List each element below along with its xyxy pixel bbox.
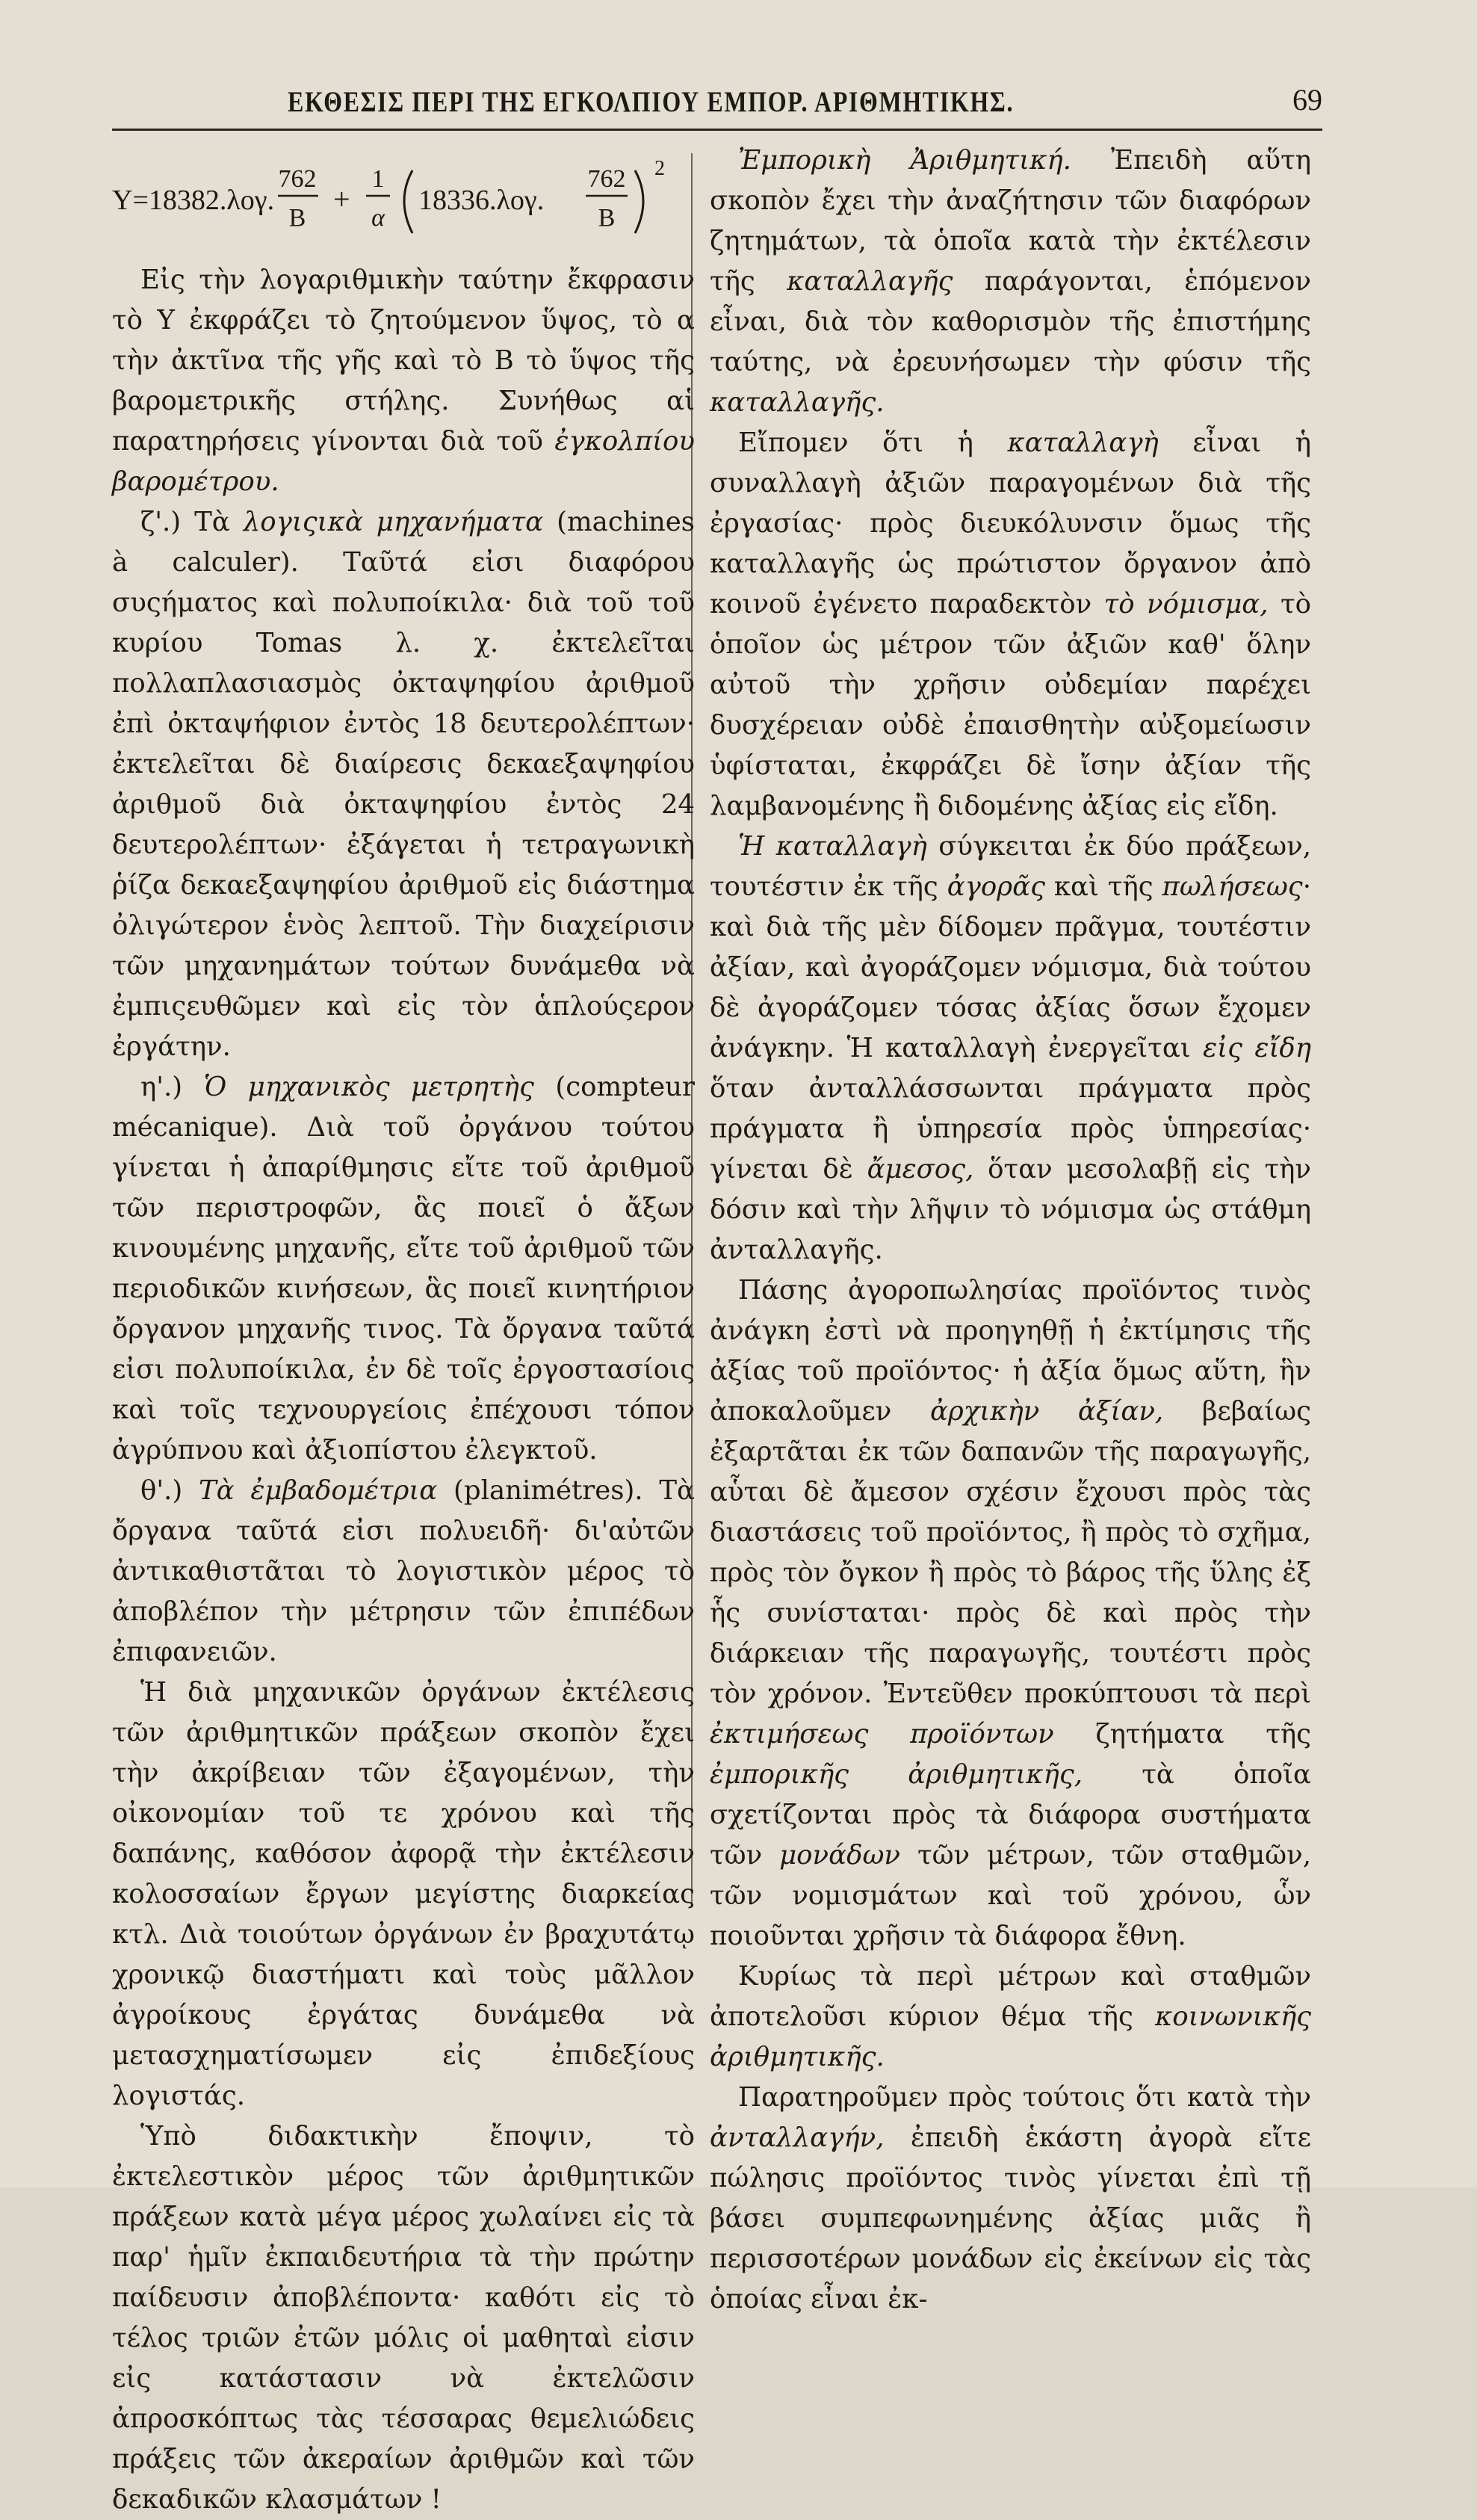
- right-p4-text-d: τὰ ὁποῖα σχετίζονται πρὸς τὰ διάφορα συστήματα τῶν: [710, 1759, 1311, 1871]
- running-title: ΕΚΘΕΣΙΣ ΠΕΡΙ ΤΗΣ ΕΓΚΟΛΠΙΟΥ ΕΜΠΟΡ. ΑΡΙΘΜΗΤΙΚΗΣ.: [288, 86, 1015, 118]
- left-paragraph-3: [112, 1067, 695, 1471]
- right-p6-italic: ἀνταλλαγήν,: [710, 2122, 885, 2153]
- right-column: [710, 140, 1311, 2320]
- right-p1-italic-3: καταλλαγῆς.: [710, 387, 885, 418]
- right-p3-text-e: ὅταν μεσολαβῇ εἰς τὴν δόσιν καὶ τὴν λῆψιν τὸ νόμισμα ὡς στάθμη ἀνταλλαγῆς.: [710, 1154, 1311, 1265]
- left-paragraph-1: [112, 260, 695, 502]
- left-p2-text: (machines à calculer). Ταῦτά εἰσι διαφόρου συςήματος καὶ πολυποίκιλα· διὰ τοῦ τοῦ κυρίου Tomas λ. χ. ἐκτελεῖται πολλαπλασιασμὸς ὀκταψηφίου ἀριθμοῦ ἐπὶ ὀκταψήφιον ἐντὸς 18 δευτερολέπτων· ἐκτελεῖται δὲ διαίρεσις δεκαεξαψηφίου ἀριθμοῦ διὰ ὀκταψηφίου ἐντὸς 24 δευτερολέπτων· ἐξάγεται ἡ τετραγωνικὴ ῥίζα δεκαεξαψηφίου ἀριθμοῦ εἰς διάστημα ὀλιγώτερον ἑνὸς λεπτοῦ. Τὴν διαχείρισιν τῶν μηχανημάτων τούτων δυνάμεθα νὰ ἐμπιςευθῶμεν καὶ εἰς τὸν ἁπλούςερον ἐργάτην.: [112, 507, 696, 1062]
- left-p1-italic: ἐγκολπίου βαρομέτρου.: [112, 426, 695, 497]
- right-p3-text-c: · καὶ διὰ τῆς μὲν δίδομεν πρᾶγμα, τουτέστιν ἀξίαν, καὶ ἀγοράζομεν νόμισμα, διὰ τούτου δὲ ἀγοράζομεν τόσας ἀξίας ὅσων ἔχομεν ἀνάγκην. Ἡ καταλλαγὴ ἐνεργεῖται: [710, 871, 1311, 1063]
- left-p2-italic: λογιςικὰ μηχανήματα: [243, 507, 544, 537]
- right-paragraph-5: [710, 1957, 1311, 2078]
- right-p4-italic-2: ἐκτιμήσεως προϊόντων: [710, 1719, 1054, 1750]
- left-paragraph-4: [112, 1471, 695, 1673]
- right-p1-italic-2: καταλλαγῆς: [787, 266, 953, 297]
- running-header: [112, 81, 1322, 126]
- right-p2-text-a: Εἴπομεν ὅτι ἡ: [738, 427, 1008, 458]
- formula-frac3-den: Β: [598, 204, 616, 232]
- right-p1-heading: Ἐμπορικὴ Ἀριθμητική.: [738, 145, 1071, 176]
- formula-svg: [112, 140, 695, 260]
- formula-frac2-den: α: [371, 204, 385, 232]
- formula-frac2-num: 1: [371, 165, 385, 193]
- right-p2-italic-2: τὸ νόμισμα,: [1103, 589, 1269, 620]
- right-p4-italic: ἀρχικὴν ἀξίαν,: [929, 1396, 1164, 1427]
- left-p4-italic: Τὰ ἐμβαδομέτρια: [199, 1475, 438, 1506]
- formula-paren-text: 18336.λογ.: [418, 185, 545, 216]
- left-p4-num: θ'.): [140, 1475, 199, 1506]
- right-p5-italic: κοινωνικῆς ἀριθμητικῆς.: [710, 2001, 1311, 2072]
- left-p4-text: (planimétres). Τὰ ὄργανα ταῦτά εἰσι πολυειδῆ· δι'αὐτῶν ἀντικαθιστᾶται τὸ λογιστικὸν μέρος τὸ ἀποβλέπον τὴν μέτρησιν τῶν ἐπιπέδων ἐπιφανειῶν.: [112, 1475, 695, 1667]
- left-p3-italic: Ὁ μηχανικὸς μετρητὴς: [203, 1072, 534, 1102]
- right-p2-text-c: τὸ ὁποῖον ὡς μέτρον τῶν ἀξιῶν καθ' ὅλην αὐτοῦ τὴν χρῆσιν οὐδεμίαν παρέχει δυσχέρειαν οὐδὲ ἐπαισθητὴν αὐξομείωσιν ὑφίσταται, ἐκφράζει δὲ ἴσην ἀξίαν τῆς λαμβανομένης ἢ διδομένης ἀξίας εἰς εἴδη.: [710, 589, 1312, 821]
- right-p3-italic-3: πωλήσεως: [1162, 871, 1303, 902]
- right-p4-text-b: βεβαίως ἐξαρτᾶται ἐκ τῶν δαπανῶν τῆς παραγωγῆς, αὗται δὲ ἄμεσον σχέσιν ἔχουσι πρὸς τὰς διαστάσεις τοῦ προϊόντος, ἢ πρὸς τὸ σχῆμα, πρὸς τὸν ὄγκον ἢ πρὸς τὸ βάρος τῆς ὕλης ἐξ ἧς συνίσταται· πρὸς δὲ καὶ πρὸς τὴν διάρκειαν τῆς παραγωγῆς, τουτέστι πρὸς τὸν χρόνον. Ἐντεῦθεν προκύπτουσι τὰ περὶ: [710, 1396, 1311, 1709]
- page-number: 69: [1292, 83, 1322, 117]
- right-p3-text-d: ὅταν ἀνταλλάσσωνται πράγματα πρὸς πράγματα ἢ ὑπηρεσία πρὸς ὑπηρεσίας· γίνεται δὲ: [710, 1073, 1311, 1185]
- right-p4-italic-4: μονάδων: [779, 1840, 901, 1871]
- right-p6-text-b: ἐπειδὴ ἑκάστη ἀγορὰ εἴτε πώλησις προϊόντος τινὸς γίνεται ἐπὶ τῇ βάσει συμπεφωνημένης ἀξίας μιᾶς ἢ περισσοτέρων μονάδων εἰς ἐκείνων εἰς τὰς ὁποίας εἶναι ἐκ-: [710, 2122, 1311, 2314]
- left-paragraph-6: Ὑπὸ διδακτικὴν ἔποψιν, τὸ ἐκτελεστικὸν μέρος τῶν ἀριθμητικῶν πράξεων κατὰ μέγα μέρος χωλαίνει εἰς τὰ παρ' ἡμῖν ἐκπαιδευτήρια τὰ τὴν πρώτην παίδευσιν ἀποβλέποντα· καθότι εἰς τὸ τέλος τριῶν ἐτῶν μόλις οἱ μαθηταὶ εἰσιν εἰς κατάστασιν νὰ ἐκτελῶσιν ἀπροσκόπτως τὰς τέσσαρας θεμελιώδεις πράξεις τῶν ἀκεραίων ἀριθμῶν καὶ τῶν δεκαδικῶν κλασμάτων !: [112, 2121, 695, 2515]
- right-p1-text-b: παράγονται, ἑπόμενον εἶναι, διὰ τὸν καθορισμὸν τῆς ἐπιστήμης ταύτης, νὰ ἐρευνήσωμεν τὴν φύσιν τῆς: [710, 266, 1311, 377]
- right-p3-italic-2: ἀγορᾶς: [947, 871, 1045, 902]
- left-p3-text: (compteur mécanique). Διὰ τοῦ ὀργάνου τούτου γίνεται ἡ ἀπαρίθμησις εἴτε τοῦ ἀριθμοῦ τῶν περιστροφῶν, ἃς ποιεῖ ὁ ἄξων κινουμένης μηχανῆς, εἴτε τοῦ ἀριθμοῦ τῶν περιοδικῶν κινήσεων, ἃς ποιεῖ κινητήριον ὄργανον μηχανῆς τινος. Τὰ ὄργανα ταῦτά εἰσι πολυποίκιλα, ἐν δὲ τοῖς ἐργοστασίοις καὶ τοῖς τεχνουργείοις ἐπέχουσι τόπον ἀγρύπνου καὶ ἀξιοπίστου ἐλεγκτοῦ.: [112, 1072, 695, 1466]
- right-p2-italic: καταλλαγὴ: [1007, 427, 1159, 458]
- right-p3-italic-5: ἄμεσος,: [867, 1154, 974, 1185]
- formula-lhs: Υ=18382.λογ.: [112, 185, 275, 216]
- formula-paren-open: [404, 170, 412, 233]
- right-paragraph-6: [710, 2078, 1311, 2320]
- right-p4-text-a: Πάσης ἀγοροπωλησίας προϊόντος τινὸς ἀνάγκη ἐστὶ νὰ προηγηθῇ ἡ ἐκτίμησις τῆς ἀξίας τοῦ προϊόντος· ἡ ἀξία ὅμως αὕτη, ἣν ἀποκαλοῦμεν: [710, 1275, 1311, 1427]
- right-p3-italic: Ἡ καταλλαγὴ: [738, 831, 927, 862]
- right-paragraph-1: [710, 140, 1311, 423]
- left-paragraph-2: [112, 502, 695, 1067]
- formula-frac1-den: Β: [288, 204, 306, 232]
- left-p3-num: η'.): [140, 1072, 204, 1102]
- right-p4-text-c: ζητήματα τῆς: [1053, 1719, 1311, 1750]
- right-p3-text-a: σύγκειται ἐκ δύο πράξεων, τουτέστιν ἐκ τῆς: [710, 831, 1311, 902]
- barometric-formula: [112, 140, 695, 260]
- header-rule: [112, 129, 1322, 131]
- formula-plus: +: [333, 182, 350, 216]
- left-p1-text: Εἰς τὴν λογαριθμικὴν ταύτην ἔκφρασιν τὸ Υ ἐκφράζει τὸ ζητούμενον ὕψος, τὸ α τὴν ἀκτῖνα τῆς γῆς καὶ τὸ Β τὸ ὕψος τῆς βαρομετρικῆς στήλης. Συνήθως αἱ παρατηρήσεις γίνονται διὰ τοῦ: [112, 265, 695, 457]
- left-column: [112, 140, 695, 2520]
- right-paragraph-3: [710, 827, 1311, 1270]
- right-paragraph-4: [710, 1270, 1311, 1957]
- right-p5-text-a: Κυρίως τὰ περὶ μέτρων καὶ σταθμῶν ἀποτελοῦσι κύριον θέμα τῆς: [710, 1961, 1311, 2032]
- right-p1-text-a: Ἐπειδὴ αὕτη σκοπὸν ἔχει τὴν ἀναζήτησιν τῶν διαφόρων ζητημάτων, τὰ ὁποῖα κατὰ τὴν ἐκτέλεσιν τῆς: [710, 145, 1311, 297]
- left-paragraph-5: Ἡ διὰ μηχανικῶν ὀργάνων ἐκτέλεσις τῶν ἀριθμητικῶν πράξεων σκοπὸν ἔχει τὴν ἀκρίβειαν τῶν ἐξαγομένων, τὴν οἰκονομίαν τοῦ τε χρόνου καὶ τῆς δαπάνης, καθόσον ἀφορᾷ τὴν ἐκτέλεσιν κολοσσαίων ἔργων μεγίστης διαρκείας κτλ. Διὰ τοιούτων ὀργάνων ἐν βραχυτάτῳ χρονικῷ διαστήματι καὶ τοὺς μᾶλλον ἀγροίκους ἐργάτας δυνάμεθα νὰ μετασχηματίσωμεν εἰς ἐπιδεξίους λογιστάς.: [112, 1677, 695, 2111]
- right-p6-text-a: Παρατηροῦμεν πρὸς τούτοις ὅτι κατὰ τὴν: [738, 2082, 1311, 2113]
- right-p3-text-b: καὶ τῆς: [1044, 871, 1162, 902]
- right-paragraph-2: [710, 423, 1311, 827]
- right-p4-italic-3: ἐμπορικῆς ἀριθμητικῆς,: [710, 1759, 1083, 1790]
- formula-frac1-num: 762: [278, 165, 317, 193]
- right-p2-text-b: εἶναι ἡ συναλλαγὴ ἀξιῶν παραγομένων διὰ τῆς ἐργασίας· πρὸς διευκόλυνσιν ὅμως τῆς καταλλαγῆς ὡς πρώτιστον ὄργανον ἀπὸ κοινοῦ ἐγένετο παραδεκτὸν: [710, 427, 1311, 620]
- left-p2-num: ζ'.) Τὰ: [140, 507, 244, 537]
- formula-frac3-num: 762: [587, 165, 626, 193]
- right-p4-text-e: τῶν μέτρων, τῶν σταθμῶν, τῶν νομισμάτων καὶ τοῦ χρόνου, ὧν ποιοῦνται χρῆσιν τὰ διάφορα ἔθνη.: [710, 1840, 1311, 1951]
- right-p3-italic-4: εἰς εἴδη: [1203, 1033, 1311, 1063]
- formula-paren-close: [635, 170, 643, 233]
- formula-exponent: 2: [654, 157, 665, 180]
